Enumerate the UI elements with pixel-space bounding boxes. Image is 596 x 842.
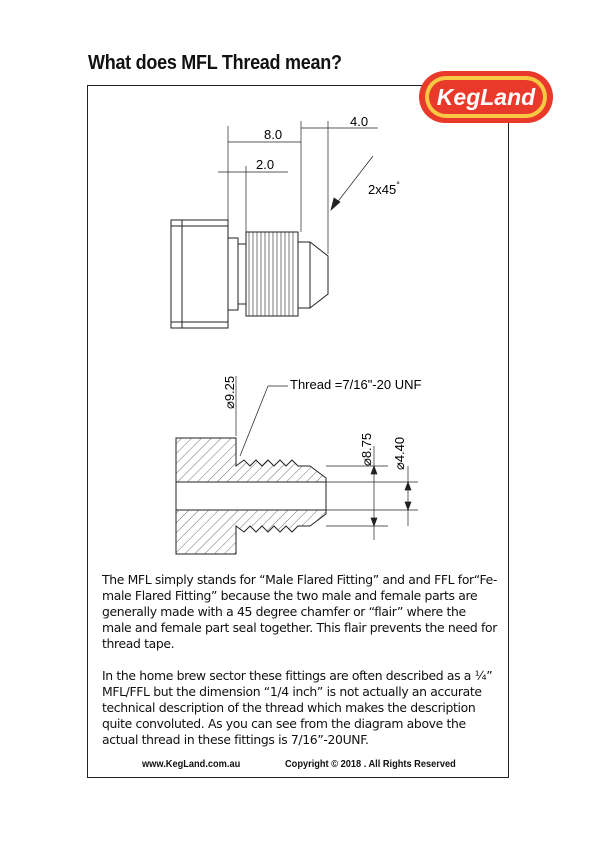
dia-bore: 4.40 xyxy=(392,436,407,463)
paragraph-mfl-definition: The MFL simply stands for “Male Flared Fitting” and and FFL for“Fe-male Flared Fitting” because the two male and female parts are generally made with a 45 degree chamfer or “flair” where the male and female part seal together. This flair prevents the need for thread tape. xyxy=(102,572,497,651)
svg-text:2x45° xyxy=(368,180,400,197)
side-view xyxy=(171,220,328,328)
mfl-technical-drawing xyxy=(88,86,508,566)
dim-shoulder: 2.0 xyxy=(256,157,275,172)
dim-length: 8.0 xyxy=(264,127,283,142)
footer-copyright: Copyright © 2018 . All Rights Reserved xyxy=(285,758,456,770)
dim-chamfer-angle: 2x45 xyxy=(368,182,397,197)
svg-text:⌀4.40: ⌀4.40 xyxy=(392,436,407,470)
page-title: What does MFL Thread mean? xyxy=(88,52,342,74)
logo-text: KegLand xyxy=(436,84,536,110)
description-text xyxy=(102,572,498,764)
footer-website[interactable]: www.KegLand.com.au xyxy=(142,758,241,770)
paragraph-thread-explanation: In the home brew sector these fittings are often described as a ¼” MFL/FFL but the dimension “1/4 inch” is not actually an accurate technical description of the thread which makes the description quite convoluted. As you can see from the diagram above the actual thread in these fittings is 7/16”-20UNF. xyxy=(102,668,493,747)
svg-text:⌀9.25: ⌀9.25 xyxy=(222,375,237,409)
dia-thread: 8.75 xyxy=(359,432,374,459)
dim-chamfer-length: 4.0 xyxy=(350,114,369,129)
svg-text:⌀8.75: ⌀8.75 xyxy=(359,432,374,466)
degree-mark: ° xyxy=(396,180,400,190)
section-view xyxy=(176,438,326,554)
thread-spec-label: Thread =7/16"-20 UNF xyxy=(290,377,422,392)
dia-shoulder: 9.25 xyxy=(222,375,237,402)
